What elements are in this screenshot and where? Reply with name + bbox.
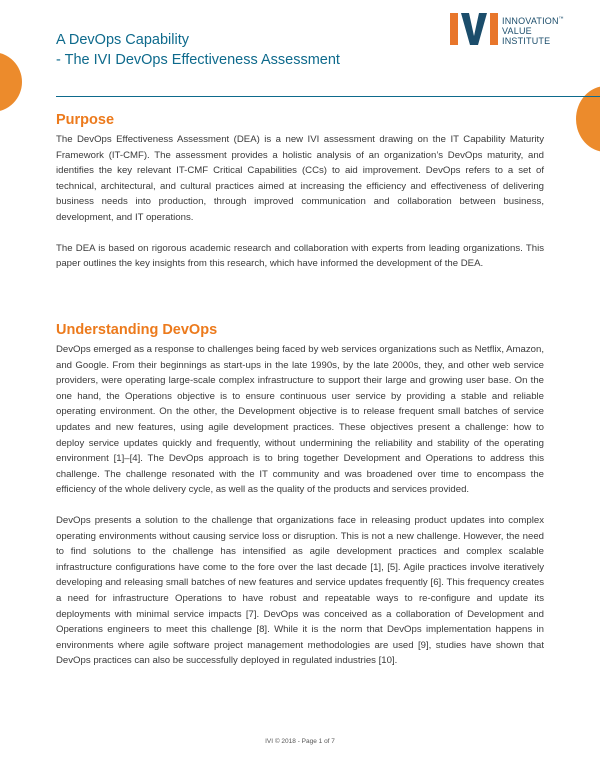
ivi-logo <box>450 11 595 51</box>
ivi-logo-icon <box>450 11 500 47</box>
page-footer: IVI © 2018 - Page 1 of 7 <box>265 738 335 745</box>
logo-letter-i-left <box>450 13 458 45</box>
purpose-paragraph-2: The DEA is based on rigorous academic research and collaboration with experts from leading organizations. This paper outlines the key insights from this research, which have informed the development of the DEA. <box>56 242 544 270</box>
logo-wordmark <box>502 14 564 46</box>
logo-line-2: VALUE <box>502 26 532 36</box>
understanding-paragraph-1: DevOps emerged as a response to challenges being faced by web services organizations such as Netflix, Amazon, and Google. From their beginnings as start-ups in the late 1990s, by the late 2000s, they, and other web service providers, were operating large-scale complex infrastructure to support their large and growing user base. On the one hand, the Operations objective is to ensure continuous user service by providing a stable and reliable operating environment. On the other, the Development objective is to release frequent small batches of service updates and new features, using agile development practices. These objectives present a challenge: how to deploy service updates quickly and frequently, without undermining the reliability and stability of the operating environment [1]–[4]. The DevOps approach is to bring together Development and Operations to address this challenge. The challenge resonated with the IT community and was broadened over time to encompass the efficiency of the whole delivery cycle, as well as the quality of the products and services provided. <box>56 344 544 496</box>
understanding-paragraph-2: DevOps presents a solution to the challenge that organizations face in releasing product updates into complex operating environments without causing service loss or disruption. This is not a new challenge. However, the need to find solutions to the challenge has intensified as agile development practices and complex scalable infrastructure configurations have come to the fore over the last decade [1], [5]. Agile practices involve iteratively developing and releasing small batches of new features and service updates frequently [6]. This frequency creates a need for infrastructure Operations to have robust and repeatable ways to re-configure and update its deployments with minimal service impacts [7]. DevOps was conceived as a collaboration of Development and Operations engineers to meet this challenge [8]. While it is the norm that DevOps implementation happens in environments where agile software project management methodologies are used [9], studies have shown that DevOps practices can also be successfully deployed in regulated industries [10]. <box>56 514 544 667</box>
decorative-orange-circle-left <box>0 52 22 112</box>
purpose-paragraph-1: The DevOps Effectiveness Assessment (DEA) is a new IVI assessment drawing on the IT Capability Maturity Framework (IT-CMF). The assessment provides a holistic analysis of an organization’s DevOps maturity, and identifies the key relevant IT-CMF Critical Capabilities (CCs) to aid improvement. DevOps refers to a set of technical, architectural, and cultural practices aimed at increasing the efficiency and effectiveness of delivering business needs into production, through improved communication and collaboration between business, development, and IT operations. <box>56 134 544 223</box>
purpose-section <box>56 111 544 272</box>
logo-letter-i-right <box>490 13 498 45</box>
title-line-1: A DevOps Capability <box>56 32 189 48</box>
title-line-2: - The IVI DevOps Effectiveness Assessment <box>56 52 340 68</box>
header-divider <box>56 96 600 97</box>
understanding-devops-heading: Understanding DevOps <box>56 322 218 338</box>
document-title <box>56 30 340 70</box>
logo-line-3: INSTITUTE <box>502 36 551 46</box>
logo-letter-v <box>461 13 487 45</box>
purpose-heading: Purpose <box>56 112 115 128</box>
logo-line-1: INNOVATION™ <box>502 16 564 26</box>
understanding-devops-section <box>56 321 544 669</box>
